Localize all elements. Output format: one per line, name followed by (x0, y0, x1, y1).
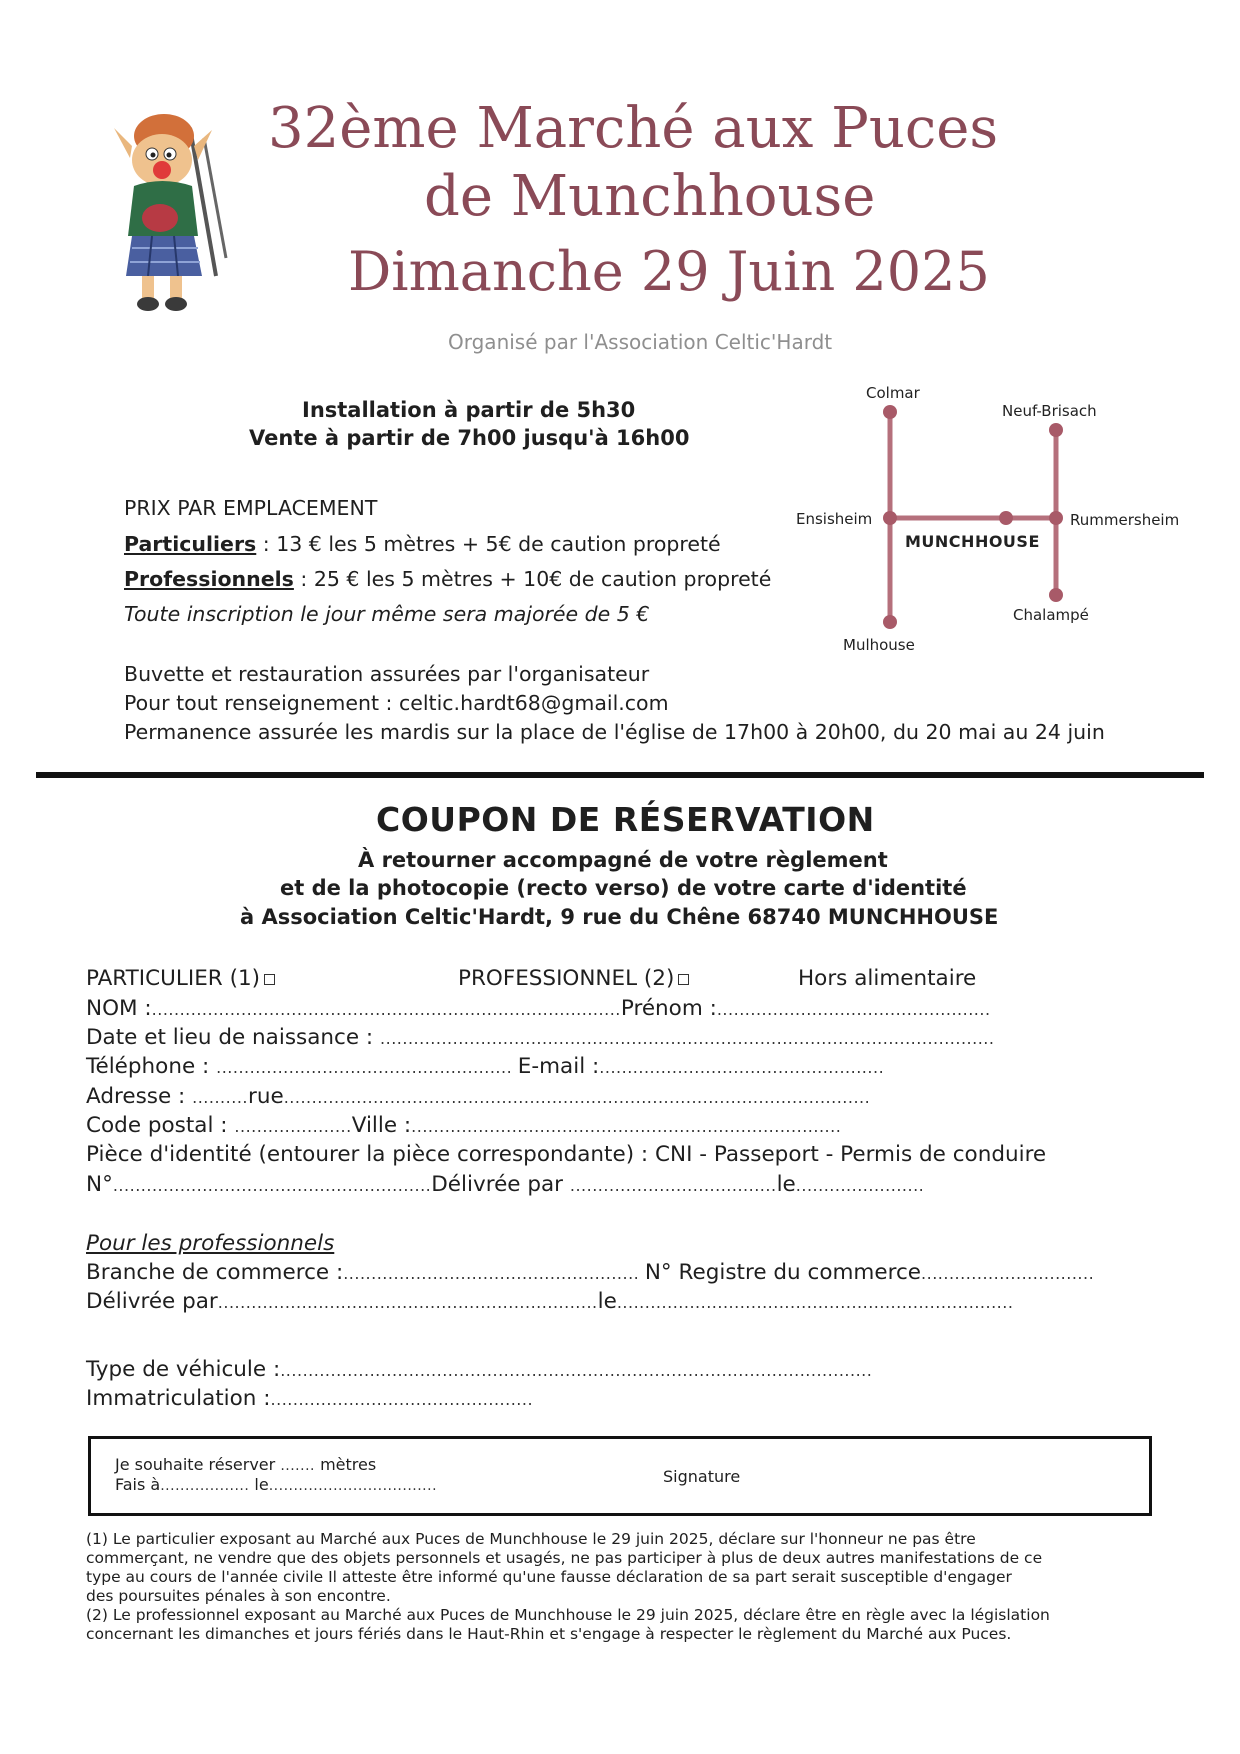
naissance-field[interactable]: .............................................................................................................. (380, 1029, 995, 1048)
footnote-2-line-2: concernant les dimanches et jours fériés dans le Haut-Rhin et s'engage à respecter le règlement du Marché aux Puces. (86, 1625, 1012, 1643)
map-label-ensisheim: Ensisheim (796, 510, 873, 528)
rue-field[interactable]: ......................................................................................................... (283, 1088, 871, 1107)
pro-delivree-row (86, 1289, 1013, 1314)
code-postal-label: Code postal : (86, 1113, 228, 1138)
vehicule-label: Type de véhicule : (86, 1357, 281, 1382)
footnote-1-line-1: (1) Le particulier exposant au Marché aux Puces de Munchhouse le 29 juin 2025, déclare sur l'honneur ne pas être (86, 1530, 976, 1548)
map-dot-mulhouse (883, 615, 897, 629)
ville-field[interactable]: ............................................................................. (411, 1117, 842, 1136)
signature-label: Signature (663, 1467, 741, 1486)
ville-label: Ville : (351, 1113, 412, 1138)
map-dot-ensisheim (883, 511, 897, 525)
le-field[interactable]: ....................... (795, 1176, 925, 1195)
adresse-label: Adresse : (86, 1084, 186, 1109)
immatriculation-row (86, 1386, 533, 1411)
email-label: E-mail : (517, 1054, 600, 1079)
le-label: le (776, 1172, 796, 1197)
info-permanence: Permanence assurée les mardis sur la place de l'église de 17h00 à 20h00, du 20 mai au 24 juin (124, 720, 1105, 744)
delivree-par-label: Délivrée par (431, 1172, 564, 1197)
immatriculation-field[interactable]: ............................................... (270, 1390, 534, 1409)
naissance-row (86, 1025, 994, 1050)
hors-alimentaire-label: Hors alimentaire (798, 966, 977, 991)
particulier-checkbox[interactable] (264, 974, 275, 985)
footnote-1-line-2: commerçant, ne vendre que des objets personnels et usagés, ne pas participer à plus de deux autres manifestations de ce (86, 1549, 1043, 1567)
registre-label: N° Registre du commerce (644, 1260, 922, 1285)
map-label-rummersheim: Rummersheim (1070, 511, 1180, 529)
fait-a-field[interactable]: .................. (160, 1478, 250, 1494)
pricing-pro (124, 567, 771, 591)
fait-le-field[interactable]: .................................. (268, 1478, 438, 1494)
footnote-2-line-1: (2) Le professionnel exposant au Marché aux Puces de Munchhouse le 29 juin 2025, déclare être en règle avec la législation (86, 1606, 1050, 1624)
adresse-row (86, 1084, 870, 1109)
info-contact: Pour tout renseignement : celtic.hardt68@gmail.com (124, 691, 669, 715)
branche-field[interactable]: ..................................................... (343, 1264, 645, 1283)
piece-numero-row (86, 1172, 924, 1197)
professionnel-checkbox[interactable] (678, 974, 689, 985)
fait-a-label: Fais à (115, 1475, 161, 1494)
map-dot-rummersheim (1049, 511, 1063, 525)
sale-time: Vente à partir de 7h00 jusqu'à 16h00 (249, 426, 690, 450)
nom-label: NOM : (86, 996, 152, 1021)
branche-label: Branche de commerce : (86, 1260, 344, 1285)
rue-label: rue (247, 1084, 284, 1109)
map-road-lines (890, 412, 1056, 622)
map-label-mulhouse: Mulhouse (843, 636, 915, 654)
pricing-private-text: : 13 € les 5 mètres + 5€ de caution propreté (256, 532, 721, 556)
pricing-private-label: Particuliers (124, 532, 257, 556)
map-label-chalampe: Chalampé (1013, 606, 1089, 624)
pro-le-field[interactable]: ....................................................................... (616, 1293, 1014, 1312)
installation-time: Installation à partir de 5h30 (302, 398, 636, 422)
coupon-instruction-2: et de la photocopie (recto verso) de votre carte d'identité (280, 876, 967, 900)
info-buvette: Buvette et restauration assurées par l'organisateur (124, 662, 650, 686)
piece-identite-row: Pièce d'identité (entourer la pièce correspondante) : CNI - Passeport - Permis de conduire (86, 1142, 1047, 1167)
map-dot-neuf-brisach (1049, 423, 1063, 437)
organizer-line: Organisé par l'Association Celtic'Hardt (448, 330, 833, 354)
pricing-private (124, 532, 721, 556)
numero-field[interactable]: ......................................................... (112, 1176, 432, 1195)
map-label-munchhouse: MUNCHHOUSE (905, 532, 1040, 551)
map-label-colmar: Colmar (866, 384, 920, 402)
title-line-1: 32ème Marché aux Puces (268, 96, 999, 161)
coupon-instruction-1: À retourner accompagné de votre règlement (358, 848, 888, 872)
vehicule-field[interactable]: .......................................................................................................... (280, 1361, 873, 1380)
prenom-label: Prénom : (620, 996, 717, 1021)
footnote-1-line-3: type au cours de l'année civile Il atteste être informé qu'une fausse déclaration de sa part serait susceptible d'engager (86, 1568, 1012, 1586)
pricing-heading: PRIX PAR EMPLACEMENT (124, 496, 378, 520)
coupon-title: COUPON DE RÉSERVATION (376, 800, 875, 839)
vehicule-row (86, 1357, 872, 1382)
telephone-row (86, 1054, 884, 1079)
pricing-pro-label: Professionnels (124, 567, 294, 591)
prenom-field[interactable]: ................................................. (716, 1000, 991, 1019)
code-postal-field[interactable]: ..................... (234, 1117, 352, 1136)
metres-field[interactable]: ....... (280, 1458, 315, 1474)
category-row (86, 966, 1166, 991)
adresse-number-field[interactable]: .......... (192, 1088, 248, 1107)
branche-row (86, 1260, 1094, 1285)
naissance-label: Date et lieu de naissance : (86, 1025, 374, 1050)
nom-row (86, 996, 991, 1021)
reserve-prefix: Je souhaite réserver (115, 1455, 276, 1474)
pricing-surcharge: Toute inscription le jour même sera majorée de 5 € (124, 602, 650, 626)
reserve-row (115, 1455, 376, 1474)
fait-row (115, 1475, 437, 1494)
pricing-pro-text: : 25 € les 5 mètres + 10€ de caution propreté (293, 567, 772, 591)
map-dot-munchhouse (999, 511, 1013, 525)
reserve-suffix: mètres (320, 1455, 377, 1474)
fait-le-label: le (254, 1475, 269, 1494)
map-dot-chalampe (1049, 588, 1063, 602)
registre-field[interactable]: ............................... (921, 1264, 1095, 1283)
coupon-instruction-3: à Association Celtic'Hardt, 9 rue du Chêne 68740 MUNCHHOUSE (240, 905, 999, 929)
bagpiper-mascot-illustration (112, 108, 230, 314)
particulier-label: PARTICULIER (1) (86, 966, 261, 991)
map-dot-colmar (883, 405, 897, 419)
telephone-field[interactable]: ..................................................... (216, 1058, 518, 1077)
telephone-label: Téléphone : (86, 1054, 210, 1079)
pro-delivree-label: Délivrée par (86, 1289, 218, 1314)
map-label-neuf-brisach: Neuf-Brisach (1002, 402, 1097, 420)
professionnel-label: PROFESSIONNEL (2) (458, 966, 675, 991)
pro-heading: Pour les professionnels (86, 1231, 335, 1256)
title-line-2: de Munchhouse (424, 164, 876, 229)
pro-delivree-field[interactable]: .................................................................... (217, 1293, 598, 1312)
email-field[interactable]: ................................................... (599, 1058, 885, 1077)
numero-label: N° (86, 1172, 113, 1197)
pro-le-label: le (597, 1289, 617, 1314)
nom-field[interactable]: .................................................................................... (151, 1000, 621, 1019)
reservation-signature-box (88, 1436, 1152, 1516)
delivree-par-field[interactable]: ..................................... (569, 1176, 777, 1195)
section-divider (36, 772, 1204, 778)
code-postal-row (86, 1113, 841, 1138)
event-date: Dimanche 29 Juin 2025 (348, 240, 990, 303)
immatriculation-label: Immatriculation : (86, 1386, 271, 1411)
footnote-1-line-4: des poursuites pénales à son encontre. (86, 1587, 391, 1605)
